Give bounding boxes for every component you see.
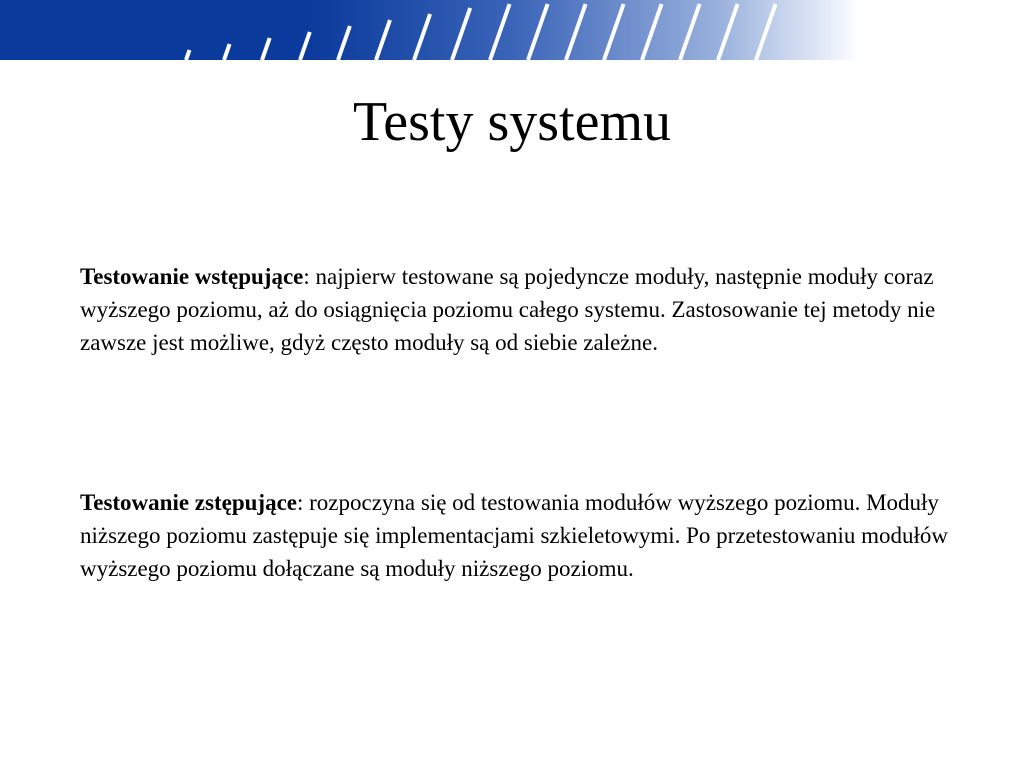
- header-banner: [0, 0, 1024, 60]
- section-term: Testowanie zstępujące: [80, 490, 297, 515]
- section-bottom-up: [80, 260, 980, 359]
- section-top-down: [80, 486, 980, 585]
- section-text: : najpierw testowane są pojedyncze moduły, następnie moduły coraz wyższego poziomu, aż do osiągnięcia poziomu całego systemu. Zastosowanie tej metody nie zawsze jest możliwe, gdyż często moduły są od siebie zależne.: [80, 264, 936, 355]
- section-text: : rozpoczyna się od testowania modułów wyższego poziomu. Moduły niższego poziomu zastępuje się implementacjami szkieletowymi. Po przetestowaniu modułów wyższego poziomu dołączane są moduły niższego poziomu.: [80, 490, 949, 581]
- section-term: Testowanie wstępujące: [80, 264, 304, 289]
- slide-title: Testy systemu: [352, 91, 672, 153]
